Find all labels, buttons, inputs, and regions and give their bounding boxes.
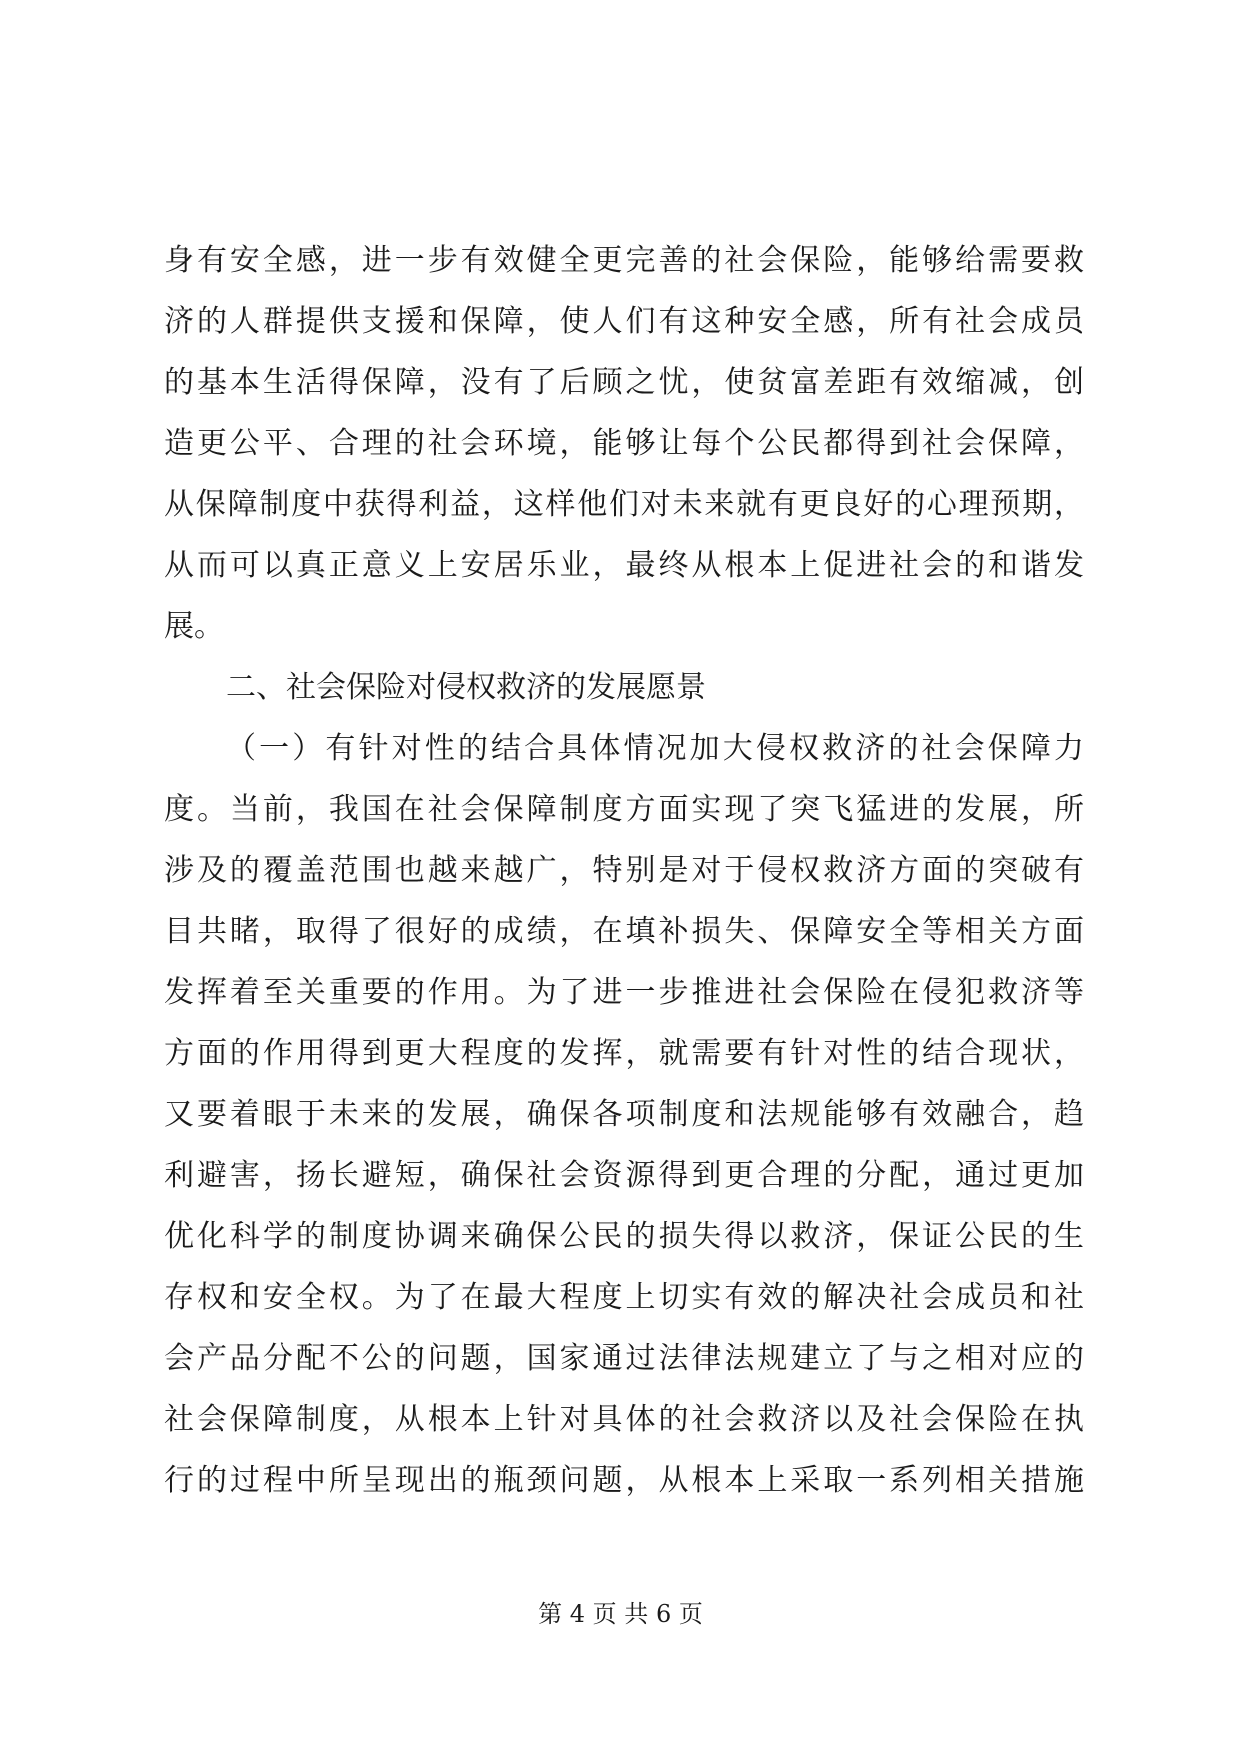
- text-line: 济的人群提供支援和保障，使人们有这种安全感，所有社会成员: [164, 304, 1084, 339]
- text-line: 行的过程中所呈现出的瓶颈问题，从根本上采取一系列相关措施: [164, 1463, 1084, 1498]
- text-line: 存权和安全权。为了在最大程度上切实有效的解决社会成员和社: [164, 1280, 1084, 1315]
- text-line: 目共睹，取得了很好的成绩，在填补损失、保障安全等相关方面: [164, 914, 1084, 949]
- text-line: 展。: [164, 609, 224, 644]
- text-line: 造更公平、合理的社会环境，能够让每个公民都得到社会保障，: [164, 426, 1084, 461]
- text-line: （一）有针对性的结合具体情况加大侵权救济的社会保障力: [226, 731, 1084, 766]
- text-line: 身有安全感，进一步有效健全更完善的社会保险，能够给需要救: [164, 243, 1084, 278]
- text-line: 从而可以真正意义上安居乐业，最终从根本上促进社会的和谐发: [164, 548, 1084, 583]
- text-line: 发挥着至关重要的作用。为了进一步推进社会保险在侵犯救济等: [164, 975, 1084, 1010]
- page-number-footer: 第 4 页 共 6 页: [538, 1600, 703, 1628]
- text-line: 又要着眼于未来的发展，确保各项制度和法规能够有效融合，趋: [164, 1097, 1084, 1132]
- document-body: [164, 230, 1084, 1511]
- text-line: 社会保障制度，从根本上针对具体的社会救济以及社会保险在执: [164, 1402, 1084, 1437]
- text-line: 方面的作用得到更大程度的发挥，就需要有针对性的结合现状，: [164, 1036, 1084, 1071]
- text-line: 优化科学的制度协调来确保公民的损失得以救济，保证公民的生: [164, 1219, 1084, 1254]
- text-line: 利避害，扬长避短，确保社会资源得到更合理的分配，通过更加: [164, 1158, 1084, 1193]
- section-heading: 二、社会保险对侵权救济的发展愿景: [226, 670, 706, 705]
- text-line: 度。当前，我国在社会保障制度方面实现了突飞猛进的发展，所: [164, 792, 1084, 827]
- text-line: 会产品分配不公的问题，国家通过法律法规建立了与之相对应的: [164, 1341, 1084, 1376]
- text-line: 从保障制度中获得利益，这样他们对未来就有更良好的心理预期，: [164, 487, 1084, 522]
- text-line: 涉及的覆盖范围也越来越广，特别是对于侵权救济方面的突破有: [164, 853, 1084, 888]
- text-line: 的基本生活得保障，没有了后顾之忧，使贫富差距有效缩减，创: [164, 365, 1084, 400]
